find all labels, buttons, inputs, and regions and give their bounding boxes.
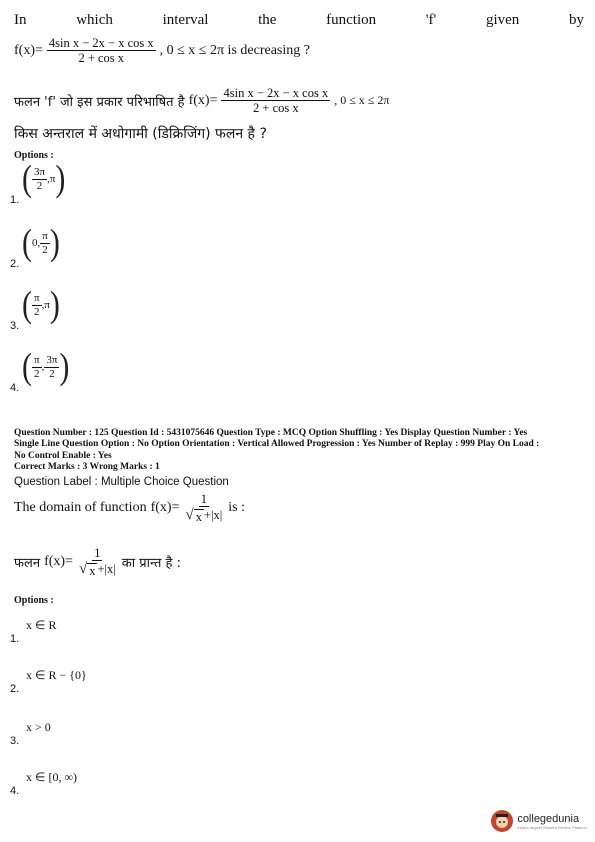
- q1-tail: , 0 ≤ x ≤ 2π is decreasing ?: [159, 42, 310, 58]
- left-paren: (: [22, 283, 32, 325]
- right-paren: ): [49, 283, 60, 325]
- left-paren: (: [22, 157, 32, 199]
- option-text: x ∈ R − {0}: [26, 668, 87, 682]
- q1-hindi-fraction: [221, 86, 330, 116]
- q2-options-label: Options :: [14, 595, 54, 606]
- option-fraction: [44, 354, 59, 380]
- q2-hindi-denominator: [77, 561, 118, 578]
- option-value: π: [44, 299, 50, 311]
- denominator-rest: +|x|: [97, 562, 116, 577]
- denominator-rest: +|x|: [203, 508, 223, 523]
- q2-option-3[interactable]: [10, 720, 51, 747]
- right-paren: ): [59, 345, 70, 387]
- q2-hindi-prefix: फलन: [14, 556, 41, 572]
- option-number: 2.: [10, 683, 20, 695]
- frac-den: 2: [34, 367, 40, 380]
- option-value: π: [49, 173, 56, 185]
- q1-word: 'f': [425, 12, 437, 28]
- q2-fx: f(x)=: [150, 500, 180, 516]
- q2-hindi-fraction: [77, 546, 118, 579]
- brand-name: collegedunia: [517, 812, 580, 825]
- option-value: 0: [32, 237, 38, 249]
- option-number: 4.: [10, 382, 20, 394]
- sqrt-radicand: x: [89, 564, 96, 579]
- option-text: x > 0: [26, 720, 51, 734]
- q1-word: the: [258, 12, 277, 28]
- q1-word: by: [568, 12, 584, 28]
- option-fraction: [32, 292, 42, 318]
- option-number: 1.: [10, 633, 20, 645]
- frac-den: 2: [49, 367, 55, 380]
- sqrt-radicand: x: [195, 510, 202, 525]
- q1-option-4[interactable]: ( $\frac{\pi}{2}$ , $\frac{3\pi}{2}$ ) 4.: [10, 345, 70, 394]
- q1-hindi-numerator: 4sin x − 2x − x cos x: [223, 86, 329, 100]
- mascot-face-icon: [491, 810, 513, 832]
- q1-equation: [14, 36, 310, 66]
- q2-fraction: [183, 492, 224, 525]
- brand-tagline: India's largest Student Review Platform: [517, 824, 587, 830]
- q1-option-2[interactable]: ( 0 , $\frac{\pi}{2}$ ) 2.: [10, 221, 60, 270]
- frac-num: π: [34, 291, 40, 304]
- mascot-icon: [491, 810, 513, 832]
- q1-word: given: [485, 12, 520, 28]
- q2-numerator: 1: [200, 492, 207, 506]
- question-label: Question Label : Multiple Choice Question: [14, 476, 229, 488]
- q1-word: function: [326, 12, 377, 28]
- q1-hindi-tail: , 0 ≤ x ≤ 2π: [334, 93, 390, 108]
- q2-hindi-numerator: 1: [94, 546, 101, 560]
- meta-line-1: Question Number : 125 Question Id : 5431075646 Question Type : MCQ Option Shuffling : Yes Display Question Number : Yes: [14, 428, 528, 438]
- question-meta: [14, 428, 584, 474]
- q1-hindi-line2: किस अन्तराल में अधोगामी (डिक्रिजिंग) फलन है ?: [14, 126, 267, 142]
- option-fraction: [32, 166, 47, 192]
- q1-hindi-prefix: फलन 'f' जो इस प्रकार परिभाषित है: [14, 94, 185, 110]
- q1-fraction: [47, 36, 156, 66]
- right-paren: ): [55, 157, 66, 199]
- q2-denominator: [183, 507, 224, 524]
- q2-line1: [14, 492, 245, 525]
- sqrt-symbol: √ x: [78, 561, 96, 579]
- q2-option-4[interactable]: [10, 770, 77, 797]
- frac-num: π: [34, 353, 40, 366]
- frac-den: 2: [34, 305, 40, 318]
- q2-hindi-tail: का प्रान्त है :: [121, 556, 181, 572]
- q1-option-3[interactable]: ( $\frac{\pi}{2}$ , π ) 3.: [10, 283, 60, 332]
- q1-word: In: [14, 12, 27, 28]
- q1-fx: f(x)=: [14, 42, 43, 58]
- frac-den: 2: [42, 243, 48, 256]
- left-paren: (: [22, 345, 32, 387]
- frac-num: π: [42, 229, 48, 242]
- q2-text: The domain of function: [14, 500, 147, 516]
- option-number: 3.: [10, 320, 20, 332]
- frac-num: 3π: [46, 353, 58, 366]
- collegedunia-logo: [491, 810, 587, 832]
- right-paren: ): [49, 221, 60, 263]
- q1-numerator: 4sin x − 2x − x cos x: [48, 36, 154, 50]
- option-text: x ∈ R: [26, 618, 57, 632]
- q1-hindi-line1: [14, 86, 389, 116]
- q2-option-2[interactable]: [10, 668, 87, 695]
- option-number: 1.: [10, 194, 20, 206]
- meta-line-3: No Control Enable : Yes: [14, 450, 112, 461]
- option-number: 2.: [10, 258, 20, 270]
- q1-hindi-fx: f(x)=: [188, 92, 218, 108]
- option-fraction: [40, 230, 50, 256]
- meta-line-2: Single Line Question Option : No Option Orientation : Vertical Allowed Progression : Yes Number of Replay : 999 Play On Load :: [14, 439, 540, 450]
- q2-option-1[interactable]: [10, 618, 56, 645]
- q1-word: which: [76, 12, 113, 28]
- option-number: 4.: [10, 785, 20, 797]
- option-text: x ∈ [0, ∞): [26, 770, 77, 784]
- q1-option-1[interactable]: ( $\frac{3\pi}{2}$ , π ) 1.: [10, 157, 66, 206]
- q1-denominator: 2 + cos x: [78, 51, 125, 66]
- meta-marks: Correct Marks : 3 Wrong Marks : 1: [14, 462, 160, 473]
- option-number: 3.: [10, 735, 20, 747]
- frac-den: 2: [36, 179, 43, 192]
- q1-hindi-denominator: 2 + cos x: [253, 101, 299, 116]
- q1-line1: [14, 12, 584, 29]
- frac-num: 3π: [34, 165, 46, 178]
- q1-word: interval: [162, 12, 209, 28]
- option-fraction: [32, 354, 42, 380]
- q2-tail: is :: [228, 500, 245, 516]
- q1-options-label: Options :: [14, 150, 54, 161]
- q2-hindi-fx: f(x)=: [44, 554, 73, 570]
- left-paren: (: [22, 221, 32, 263]
- sqrt-symbol: √ x: [185, 507, 202, 525]
- q2-hindi-line: [14, 546, 181, 579]
